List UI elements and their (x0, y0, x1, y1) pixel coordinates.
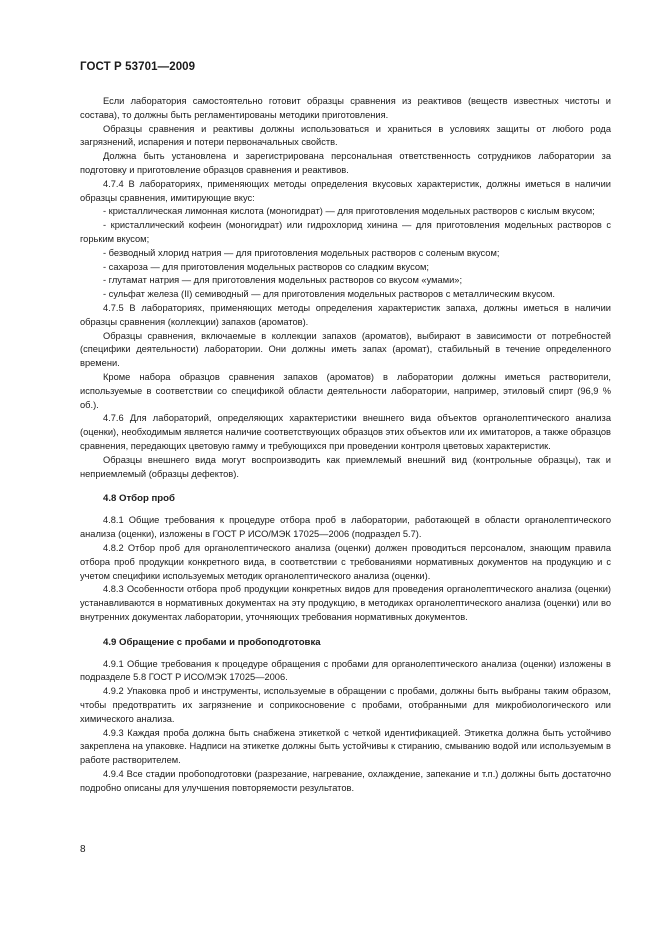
paragraph: 4.9.2 Упаковка проб и инструменты, используемые в обращении с пробами, должны быть выбраны таким образом, чтобы предотвратить их загрязнение и соприкосновение с пробами, отобранными для микробиологического или химического анализа. (80, 686, 611, 724)
paragraph: 4.7.4 В лабораториях, применяющих методы определения вкусовых характеристик, должны иметься в наличии образцы сравнения, имитирующие вкус: (80, 178, 611, 203)
paragraph: Должна быть установлена и зарегистрирована персональная ответственность сотрудников лаборатории за подготовку и приготовление образцов сравнения и реактивов. (80, 151, 611, 175)
section-heading-4-8: 4.8 Отбор проб (103, 493, 175, 505)
list-item: - безводный хлорид натрия — для приготовления модельных растворов с соленым вкусом; (103, 247, 500, 258)
paragraph: 4.9.3 Каждая проба должна быть снабжена этикеткой с четкой идентификацией. Этикетка должна быть устойчиво закреплена на упаковке. Надписи на этикетке должны быть устойчивы к стиранию, смыванию водой или используемым в работе растворителем. (80, 727, 611, 766)
paragraph: 4.8.2 Отбор проб для органолептического анализа (оценки) должен проводиться персоналом, знающим правила отбора проб продукции конкретного вида, в соответствии с требованиями нормативных документов на продукцию и с учетом специфики используемых методик органолептического анализа (оценки). (80, 542, 611, 581)
section-heading-4-9: 4.9 Обращение с пробами и пробоподготовка (103, 636, 321, 648)
paragraph: Образцы внешнего вида могут воспроизводить как приемлемый внешний вид (контрольные образцы), так и неприемлемый (образцы дефектов). (80, 454, 611, 479)
list-item: - глутамат натрия — для приготовления модельных растворов со вкусом «умами»; (103, 275, 463, 286)
list-item: - кристаллический кофеин (моногидрат) или гидрохлорид хинина — для приготовления модельных растворов с горьким вкусом; (80, 220, 611, 244)
list-item: - сульфат железа (II) семиводный — для приготовления модельных растворов с металлическим вкусом. (103, 289, 556, 300)
paragraph: Кроме набора образцов сравнения запахов (ароматов) в лаборатории должны иметься растворители, используемые в соответствии со спецификой области деятельности лаборатории, например, этиловый спирт (96,9 % об.). (80, 371, 611, 410)
page-number: 8 (80, 844, 86, 855)
paragraph: Если лаборатория самостоятельно готовит образцы сравнения из реактивов (веществ известных чистоты и состава), то должны быть регламентированы методики приготовления. (80, 96, 611, 120)
paragraph: 4.7.5 В лабораториях, применяющих методы определения характеристик запаха, должны иметься в наличии образцы сравнения (коллекции) запахов (ароматов). (80, 302, 611, 327)
paragraph: 4.9.4 Все стадии пробоподготовки (разрезание, нагревание, охлаждение, запекание и т.п.) должны быть достаточно подробно описаны для улучшения повторяемости результатов. (80, 769, 611, 793)
paragraph: 4.8.1 Общие требования к процедуре отбора проб в лаборатории, работающей в области органолептического анализа (оценки), изложены в ГОСТ Р ИСО/МЭК 17025—2006 (подраздел 5.7). (80, 515, 611, 540)
list-item: - кристаллическая лимонная кислота (моногидрат) — для приготовления модельных растворов с кислым вкусом; (103, 206, 595, 217)
paragraph: 4.8.3 Особенности отбора проб продукции конкретных видов для проведения органолептического анализа (оценки) устанавливаются в нормативных документах на эту продукцию, в методиках органолептического анализа (оценки) или во внутренних документах лаборатории, уточняющих требования нормативных документов. (80, 584, 611, 622)
paragraph: Образцы сравнения и реактивы должны использоваться и храниться в условиях защиты от любого рода загрязнений, испарения и потери первоначальных свойств. (80, 123, 611, 148)
document-header: ГОСТ Р 53701—2009 (80, 61, 196, 73)
document-body (80, 95, 611, 796)
paragraph: 4.9.1 Общие требования к процедуре обращения с пробами для органолептического анализа (оценки) изложены в подразделе 5.8 ГОСТ Р ИСО/МЭК 17025—2006. (80, 658, 611, 683)
list-item: - сахароза — для приготовления модельных растворов со сладким вкусом; (103, 261, 429, 272)
paragraph: 4.7.6 Для лабораторий, определяющих характеристики внешнего вида объектов органолептического анализа (оценки), необходимым является наличие соответствующих образцов этих объектов или их имитаторов, а также образцов сравнения, передающих цветовую гамму и требующихся при проведении контроля цветовых характеристик. (80, 413, 611, 451)
paragraph: Образцы сравнения, включаемые в коллекции запахов (ароматов), выбирают в зависимости от потребностей (специфики деятельности) лаборатории. Они должны иметь запах (аромат), стабильный в течение определенного времени. (80, 330, 611, 369)
